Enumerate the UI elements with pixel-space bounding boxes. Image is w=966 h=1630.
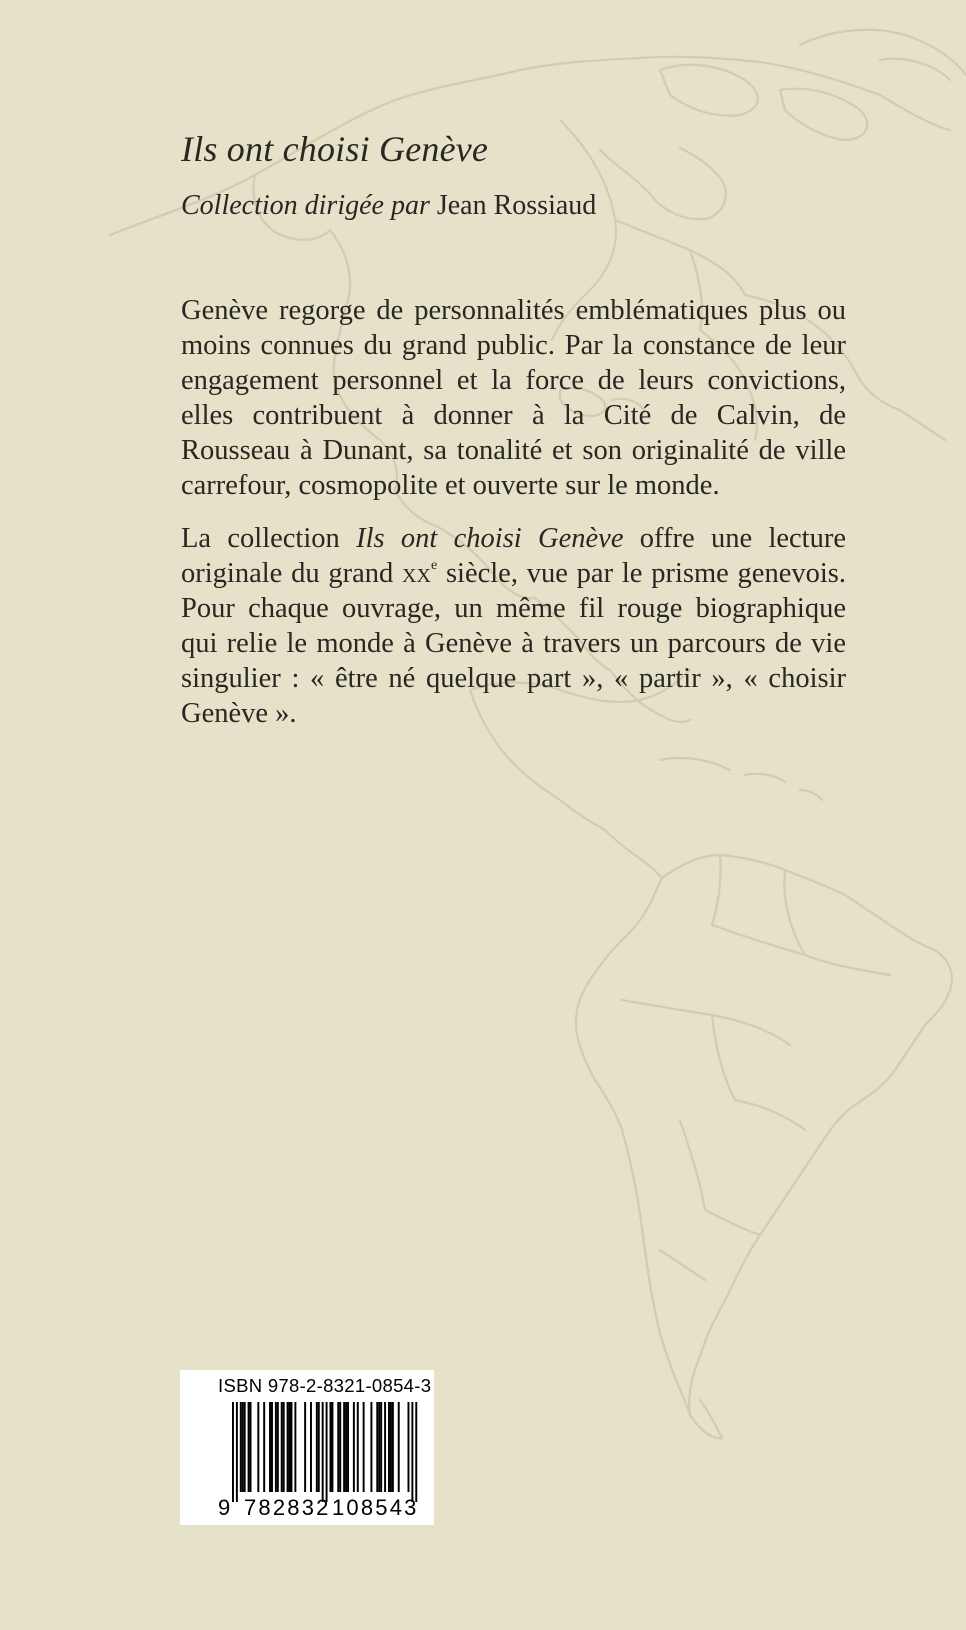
barcode-bar	[326, 1402, 328, 1502]
barcode-bar	[322, 1402, 324, 1502]
barcode-bar	[343, 1402, 345, 1492]
barcode-bar	[283, 1402, 285, 1492]
barcode-bar	[271, 1402, 273, 1492]
barcode-bar	[339, 1402, 341, 1492]
barcode-bar	[384, 1402, 386, 1492]
barcode-bar	[330, 1402, 332, 1492]
greenland-outline	[800, 30, 966, 75]
country-borders	[622, 855, 890, 1280]
barcode-bar	[331, 1402, 333, 1492]
barcode-bar	[269, 1402, 271, 1492]
barcode-bar	[316, 1402, 318, 1492]
ean-left-group: 782832	[244, 1495, 331, 1520]
barcode-bar	[376, 1402, 378, 1492]
barcode-bar	[337, 1402, 339, 1492]
barcode-bar	[263, 1402, 265, 1492]
barcode-bar	[287, 1402, 289, 1492]
barcode-bar	[345, 1402, 347, 1492]
barcode-bar	[250, 1402, 252, 1492]
barcode-bar	[353, 1402, 355, 1492]
barcode-bar	[242, 1402, 244, 1492]
barcode-bar	[275, 1402, 277, 1492]
barcode-bar	[294, 1402, 296, 1492]
blurb-paragraph-1: Genève regorge de personnalités emblématiques plus ou moins connues du grand public. Par la constance de leur engagement personnel et la force de leurs convictions, elles contribuent à donner à la Cité de Calvin, de Rousseau à Dunant, sa tonalité et son originalité de ville carrefour, cosmopolite et ouverte sur le monde.	[181, 295, 846, 501]
barcode-bar	[291, 1402, 293, 1492]
series-title: Ils ont choisi Genève	[181, 129, 489, 169]
credit-lead: Collection dirigée par	[181, 190, 430, 221]
barcode-bar	[310, 1402, 312, 1492]
p2-text-2: offre une lecture originale du grand	[181, 523, 846, 589]
barcode-bar	[357, 1402, 359, 1492]
ean-right-group: 108543	[332, 1495, 419, 1520]
barcode-bar	[370, 1402, 372, 1492]
ean-first-digit: 9	[218, 1495, 231, 1520]
p2-collection-title: Ils ont choisi Genève	[356, 523, 624, 554]
barcode-bar	[281, 1402, 283, 1492]
barcode-bar	[388, 1402, 390, 1492]
p2-century-sup: e	[430, 558, 438, 573]
barcode-bar	[408, 1402, 410, 1492]
editor-name: Jean Rossiaud	[436, 190, 597, 221]
barcode-bar	[398, 1402, 400, 1492]
barcode-bar	[378, 1402, 380, 1492]
barcode-bar	[244, 1402, 246, 1492]
hudson-bay-outline	[600, 148, 726, 219]
caribbean-islands-outline	[660, 758, 822, 800]
barcode-bar	[277, 1402, 279, 1492]
barcode-bar	[289, 1402, 291, 1492]
barcode-bar	[411, 1402, 413, 1502]
barcode-bar	[257, 1402, 259, 1492]
barcode-bar	[380, 1402, 382, 1492]
barcode-bar	[232, 1402, 234, 1502]
south-tip-outline	[690, 1400, 722, 1438]
blurb-paragraph-2	[181, 521, 846, 731]
barcode-bar	[236, 1402, 238, 1502]
barcode-bar	[304, 1402, 306, 1492]
barcode-bar	[363, 1402, 365, 1492]
barcode-bar	[390, 1402, 392, 1492]
collection-credit	[181, 190, 596, 222]
blurb-text	[181, 293, 846, 749]
p2-text-3: siècle, vue par le prisme genevois. Pour chaque ouvrage, un même fil rouge biographique qui relie le monde à Genève à travers un parcours de vie singulier : « être né quelque part », « partir », « choisir Genève ».	[181, 558, 846, 729]
barcode-bar	[392, 1402, 394, 1492]
barcode-bar	[347, 1402, 349, 1492]
p2-text-1: La collection	[181, 523, 357, 554]
isbn-label: ISBN 978-2-8321-0854-3	[218, 1375, 432, 1396]
barcode-bar	[240, 1402, 242, 1492]
barcode-bar	[248, 1402, 250, 1492]
south-america-outline	[576, 855, 952, 1415]
barcode-bar	[318, 1402, 320, 1492]
barcode-bar	[415, 1402, 417, 1502]
p2-century: xx	[402, 558, 431, 589]
isbn-barcode-box	[180, 1370, 434, 1525]
